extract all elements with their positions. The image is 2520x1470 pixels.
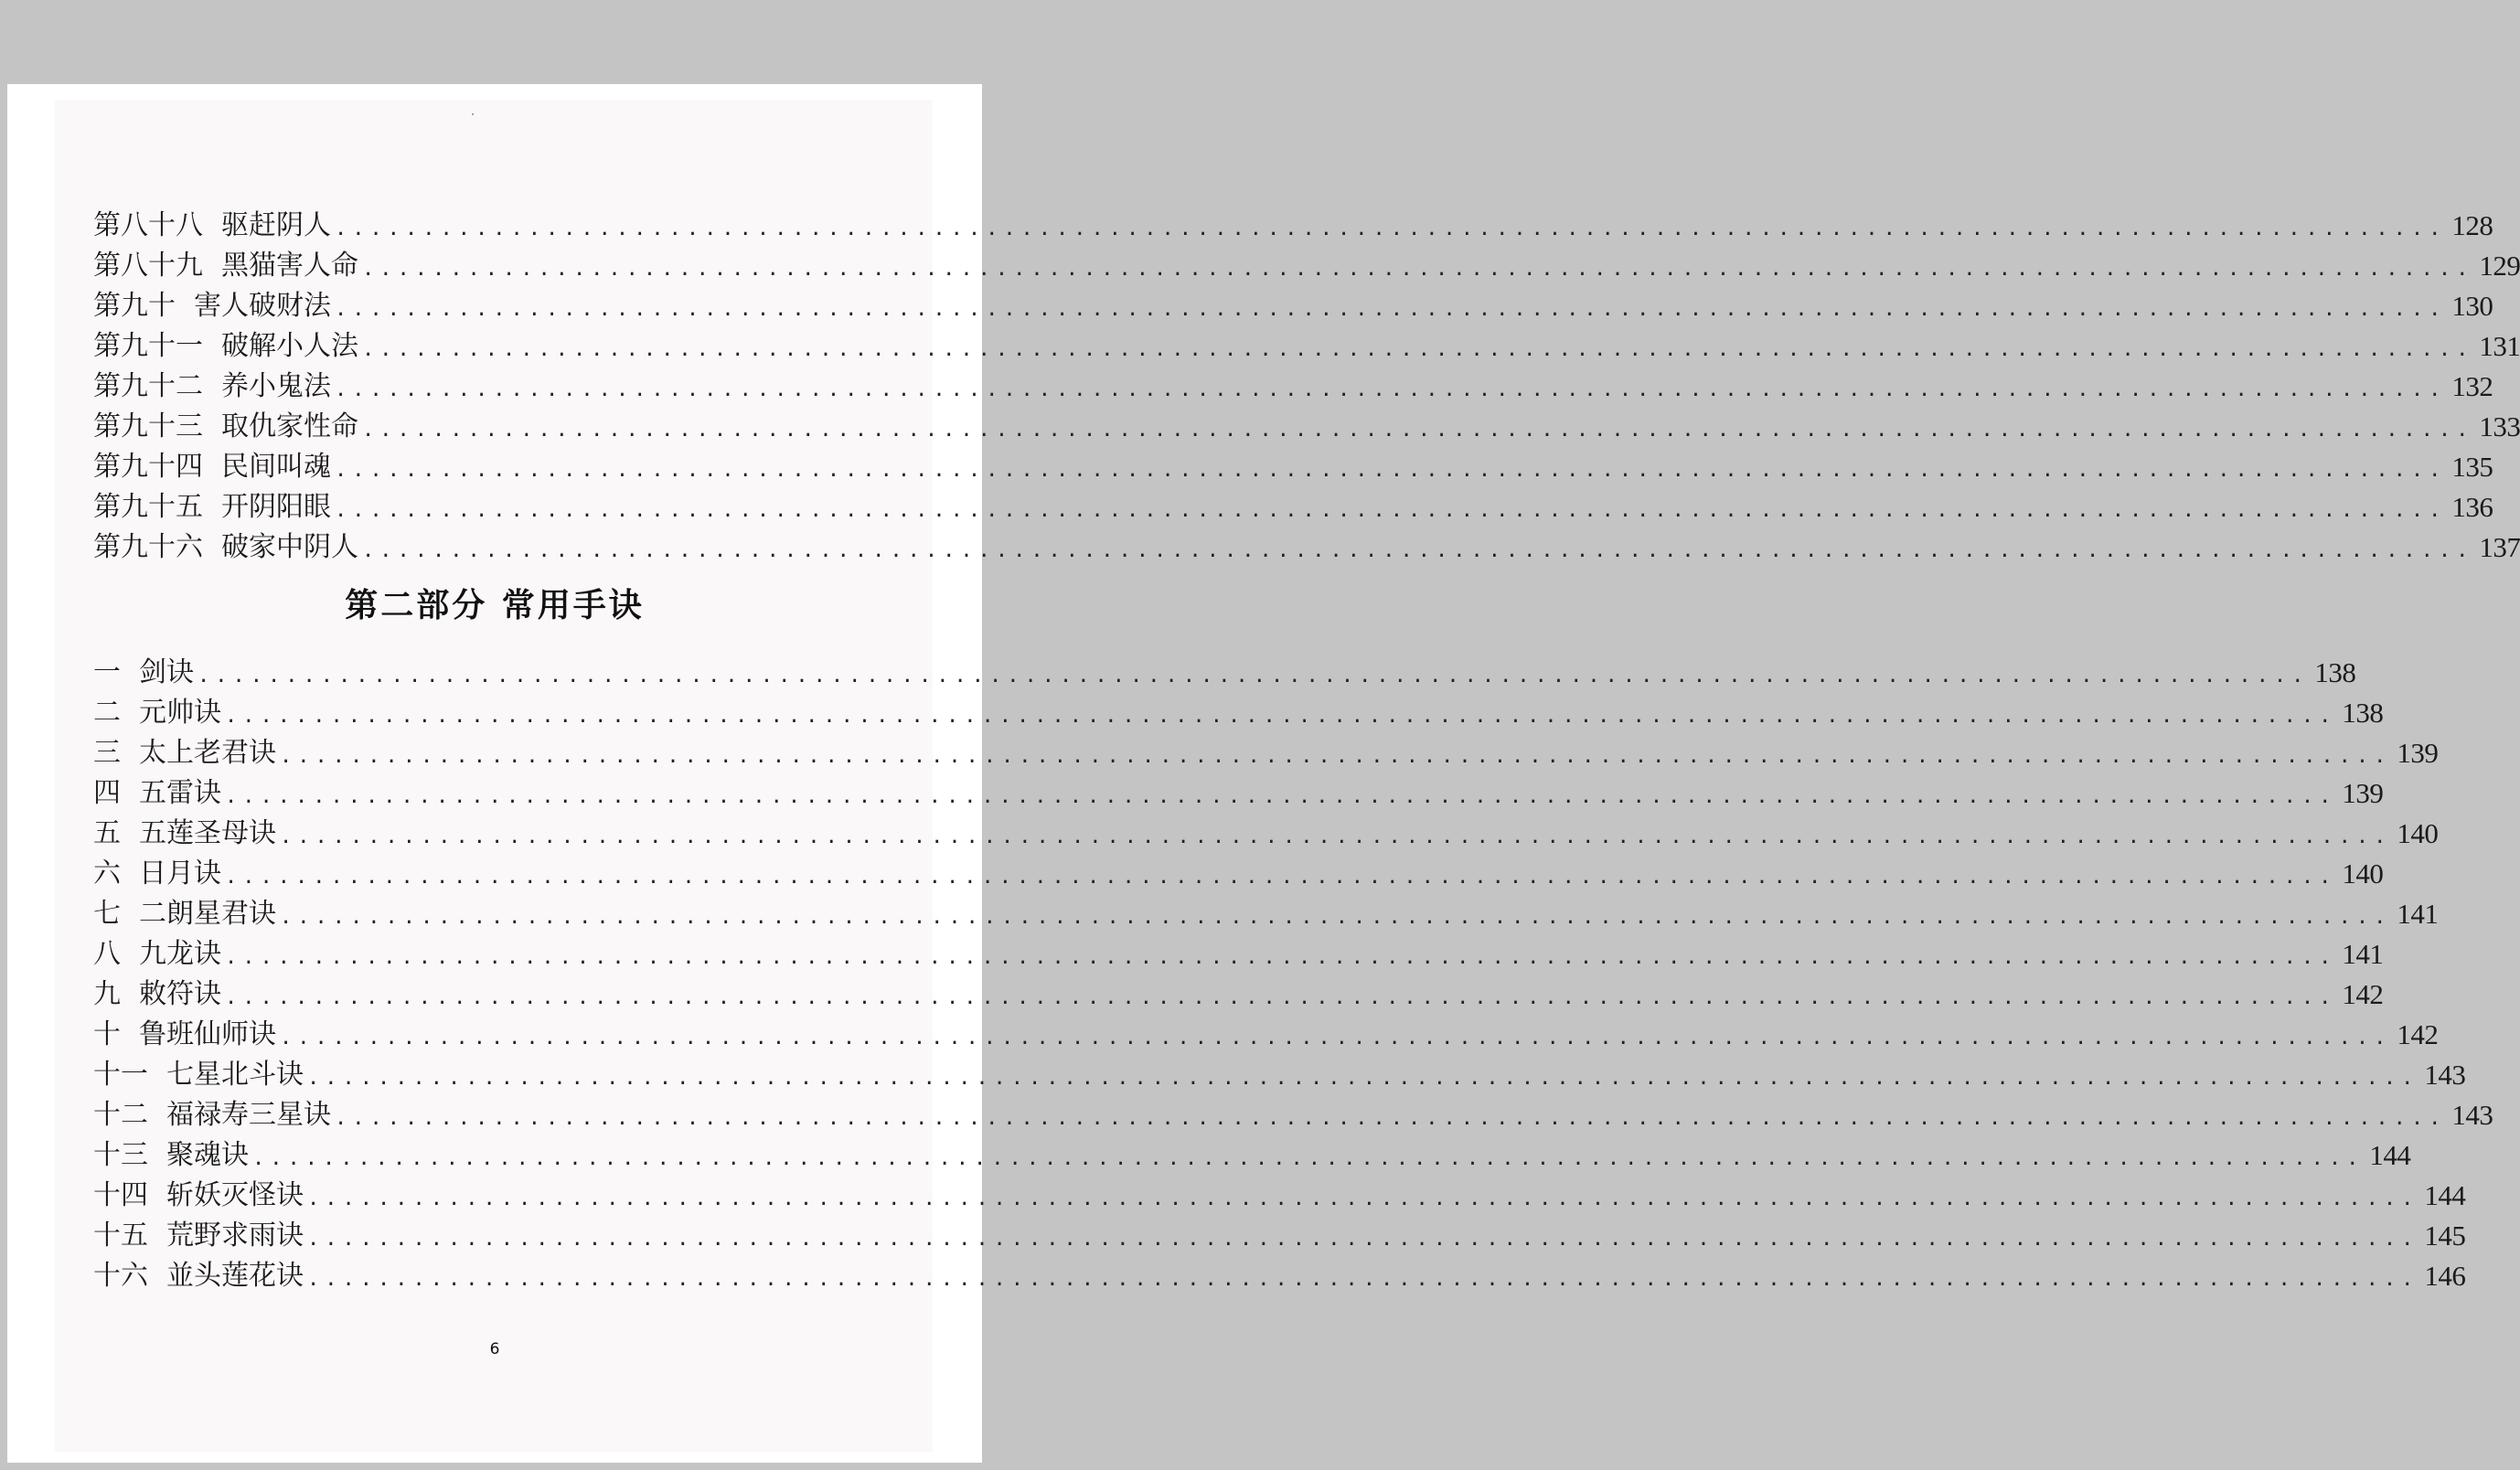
- toc-entry-number: 第八十八: [93, 209, 203, 241]
- toc-entry-number: 第九十: [93, 290, 176, 322]
- dot-leader: ........................................................................................................................: [335, 218, 2447, 240]
- toc-entry-number: 二: [93, 697, 121, 729]
- toc-entry-page: 130: [2451, 290, 2493, 322]
- toc-entry-title: 黑猫害人命: [221, 250, 358, 282]
- toc-entry-page: 139: [2397, 737, 2439, 769]
- page-number: 6: [489, 1340, 500, 1358]
- toc-entry-page: 146: [2424, 1260, 2466, 1292]
- toc-entry: [93, 283, 2493, 324]
- toc-entry-number: 第九十三: [93, 410, 203, 442]
- section-heading: 第二部分 常用手诀: [345, 587, 645, 624]
- toc-entry-number: 十一: [93, 1059, 148, 1091]
- dot-leader: ........................................................................................................................: [280, 906, 2392, 929]
- dot-leader: ........................................................................................................................: [335, 298, 2447, 321]
- toc-entry-number: 第八十九: [93, 250, 203, 282]
- toc-entry-number: 七: [93, 898, 121, 930]
- toc-entry-title: 剑诀: [139, 656, 194, 688]
- toc-entry-page: 128: [2451, 209, 2493, 241]
- toc-entry: [93, 650, 2356, 690]
- toc-entry-page: 145: [2424, 1220, 2466, 1252]
- toc-entry-page: 138: [2342, 697, 2384, 729]
- toc-entry-page: 137: [2479, 531, 2520, 563]
- toc-entry-number: 第九十六: [93, 531, 203, 563]
- toc-entry: [93, 1092, 2493, 1133]
- toc-entry: [93, 364, 2493, 404]
- toc-entry-page: 129: [2479, 250, 2520, 282]
- toc-entry-page: 140: [2342, 858, 2384, 889]
- dot-leader: ........................................................................................................................: [335, 499, 2447, 522]
- dot-leader: ........................................................................................................................: [280, 1027, 2392, 1049]
- dot-leader: ........................................................................................................................: [307, 1228, 2419, 1251]
- toc-entry-page: 141: [2342, 938, 2384, 970]
- dot-leader: ........................................................................................................................: [362, 338, 2474, 361]
- toc-entry-title: 九龙诀: [139, 938, 221, 970]
- toc-entry-number: 四: [93, 777, 121, 809]
- dot-leader: ........................................................................................................................: [335, 378, 2447, 401]
- toc-entry-number: 三: [93, 737, 121, 769]
- toc-entry: [93, 690, 2384, 730]
- dot-leader: ........................................................................................................................: [335, 1107, 2447, 1130]
- toc-entry-title: 五莲圣母诀: [139, 817, 276, 849]
- toc-entry-page: 135: [2451, 451, 2493, 483]
- toc-entry-title: 害人破财法: [194, 290, 331, 322]
- toc-entry: [93, 243, 2520, 283]
- toc-entry-page: 143: [2451, 1099, 2493, 1131]
- toc-entry: [93, 1253, 2466, 1294]
- dot-leader: ........................................................................................................................: [280, 745, 2392, 768]
- book-page: [7, 84, 2520, 1463]
- toc-entry: [93, 485, 2493, 525]
- dot-leader: ........................................................................................................................: [362, 419, 2474, 442]
- dot-leader: ........................................................................................................................: [252, 1147, 2365, 1170]
- toc-entry: [93, 404, 2520, 444]
- toc-entry-number: 十: [93, 1018, 121, 1050]
- dot-leader: ........................................................................................................................: [198, 665, 2310, 687]
- toc-entry-page: 144: [2424, 1179, 2466, 1211]
- toc-entry: [93, 444, 2493, 485]
- toc-entry-title: 福禄寿三星诀: [166, 1099, 331, 1131]
- toc-entry-title: 七星北斗诀: [166, 1059, 304, 1091]
- toc-entry-title: 破家中阴人: [221, 531, 358, 563]
- toc-entry: [93, 1133, 2411, 1173]
- dot-leader: ........................................................................................................................: [280, 826, 2392, 848]
- dot-leader: ........................................................................................................................: [225, 785, 2337, 808]
- toc-entry-title: 二朗星君诀: [139, 898, 276, 930]
- toc-entry: [93, 525, 2520, 565]
- toc-entry-page: 133: [2479, 410, 2520, 442]
- dot-leader: ........................................................................................................................: [335, 459, 2447, 482]
- toc-entry: [93, 730, 2439, 771]
- toc-entry-title: 鲁班仙师诀: [139, 1018, 276, 1050]
- toc-entry: [93, 972, 2384, 1012]
- toc-entry-title: 太上老君诀: [139, 737, 276, 769]
- dot-leader: ........................................................................................................................: [307, 1067, 2419, 1090]
- toc-entry-title: 驱赶阴人: [221, 209, 331, 241]
- toc-entry-title: 元帅诀: [139, 697, 221, 729]
- toc-entry-number: 六: [93, 858, 121, 889]
- dot-leader: ........................................................................................................................: [362, 258, 2474, 281]
- toc-entry-page: 144: [2369, 1139, 2411, 1171]
- toc-entry: [93, 1213, 2466, 1253]
- toc-entry-page: 139: [2342, 777, 2384, 809]
- toc-entry-page: 140: [2397, 817, 2439, 849]
- toc-entry-number: 五: [93, 817, 121, 849]
- toc-entry-title: 聚魂诀: [166, 1139, 249, 1171]
- toc-entry-number: 十二: [93, 1099, 148, 1131]
- toc-entry-title: 五雷诀: [139, 777, 221, 809]
- toc-entry-page: 143: [2424, 1059, 2466, 1091]
- toc-entry-page: 138: [2314, 656, 2356, 688]
- toc-entry-number: 十六: [93, 1260, 148, 1292]
- toc-entry-title: 养小鬼法: [221, 370, 331, 402]
- toc-entry-page: 132: [2451, 370, 2493, 402]
- toc-entry-number: 第九十一: [93, 330, 203, 362]
- dot-leader: ........................................................................................................................: [307, 1188, 2419, 1210]
- toc-entry-title: 破解小人法: [221, 330, 358, 362]
- toc-entry-page: 142: [2342, 978, 2384, 1010]
- toc-entry: [93, 932, 2384, 972]
- toc-entry: [93, 811, 2439, 851]
- dot-leader: ........................................................................................................................: [225, 866, 2337, 889]
- dot-leader: ........................................................................................................................: [225, 946, 2337, 969]
- toc-entry-title: 民间叫魂: [221, 451, 331, 483]
- toc-entry-page: 136: [2451, 491, 2493, 523]
- dot-leader: ........................................................................................................................: [225, 705, 2337, 728]
- toc-entry-number: 第九十二: [93, 370, 203, 402]
- dot-leader: ........................................................................................................................: [362, 539, 2474, 562]
- toc-entry: [93, 891, 2439, 932]
- toc-entry-page: 141: [2397, 898, 2439, 930]
- toc-entry: [93, 771, 2384, 811]
- toc-entry: [93, 1052, 2466, 1092]
- toc-entry-page: 142: [2397, 1018, 2439, 1050]
- toc-entry-title: 取仇家性命: [221, 410, 358, 442]
- toc-entry-title: 日月诀: [139, 858, 221, 889]
- toc-entry-page: 131: [2479, 330, 2520, 362]
- toc-entry-title: 敕符诀: [139, 978, 221, 1010]
- scan-speck: [472, 113, 474, 115]
- toc-entry: [93, 324, 2520, 364]
- toc-entry-title: 斩妖灭怪诀: [166, 1179, 304, 1211]
- toc-entry: [93, 851, 2384, 891]
- dot-leader: ........................................................................................................................: [307, 1268, 2419, 1291]
- toc-entry-title: 並头莲花诀: [166, 1260, 304, 1292]
- toc-entry-number: 第九十五: [93, 491, 203, 523]
- toc-entry-number: 一: [93, 656, 121, 688]
- toc-entry-number: 九: [93, 978, 121, 1010]
- toc-entry: [93, 1012, 2439, 1052]
- toc-entry-number: 十四: [93, 1179, 148, 1211]
- toc-entry-number: 八: [93, 938, 121, 970]
- dot-leader: ........................................................................................................................: [225, 986, 2337, 1009]
- toc-entry-number: 十五: [93, 1220, 148, 1252]
- toc-entry-number: 十三: [93, 1139, 148, 1171]
- toc-entry-title: 开阴阳眼: [221, 491, 331, 523]
- toc-entry-number: 第九十四: [93, 451, 203, 483]
- toc-entry-title: 荒野求雨诀: [166, 1220, 304, 1252]
- toc-entry: [93, 1173, 2466, 1213]
- toc-entry: [93, 203, 2493, 243]
